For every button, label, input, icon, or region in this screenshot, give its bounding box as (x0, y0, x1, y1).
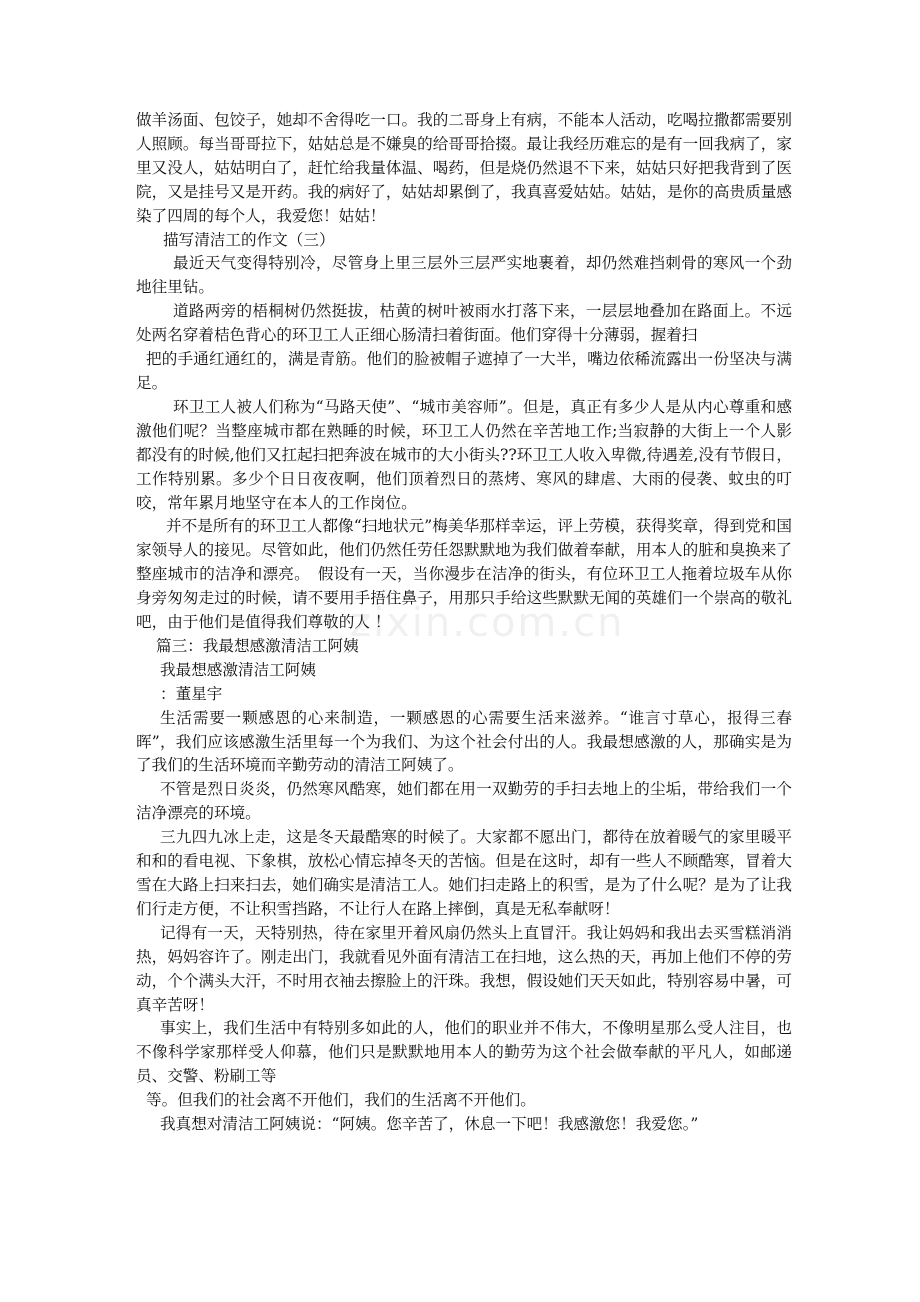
paragraph-intro: 做羊汤面、包饺子，她却不舍得吃一口。我的二哥身上有病，不能本人活动，吃喝拉撒都需要别人照顾。每当哥哥拉下，姑姑总是不嫌臭的给哥哥拾掇。最让我经历难忘的是有一回我病了，家里又没人，姑姑明白了，赶忙给我量体温、喝药，但是烧仍然退不下来，姑姑只好把我背到了医院，又是挂号又是开药。我的病好了，姑姑却累倒了，我真喜爱姑姑。姑姑，是你的高贵质量感染了四周的每个人，我爱您！姑姑！ (136, 111, 792, 225)
watermark: zixin.com.cn (350, 600, 625, 646)
article-title: 我最想感激清洁工阿姨 (160, 660, 316, 679)
paragraph: 环卫工人被人们称为“马路天使”、“城市美容师”。但是，真正有多少人是从内心尊重和感激他们呢？当整座城市都在熟睡的时候，环卫工人仍然在辛苦地工作;当寂静的大街上一个人影都没有的时候,他们又扛起扫把奔波在城市的大小街头??环卫工人收入卑微,待遇差,没有节假日，工作特别累。多少个日日夜夜啊，他们顶着烈日的蒸烤、寒风的肆虐、大雨的侵袭、蚊虫的叮咬，常年累月地坚守在本人的工作岗位。 (136, 397, 792, 512)
paragraph: 最近天气变得特别冷，尽管身上里三层外三层严实地裹着，却仍然难挡刺骨的寒风一个劲地往里钻。 (136, 254, 792, 297)
paragraph: 不管是烈日炎炎，仍然寒风酷寒，她们都在用一双勤劳的手扫去地上的尘垢，带给我们一个洁净漂亮的环境。 (136, 780, 792, 823)
paragraph: 等。但我们的社会离不开他们，我们的生活离不开他们。 (146, 1091, 536, 1110)
paragraph: 道路两旁的梧桐树仍然挺拔，枯黄的树叶被雨水打落下来，一层层地叠加在路面上。不远处两名穿着桔色背心的环卫工人正细心肠清扫着街面。他们穿得十分薄弱，握着扫 (136, 302, 792, 345)
section-heading-article-three: 篇三：我最想感激清洁工阿姨 (156, 636, 359, 655)
paragraph: 三九四九冰上走，这是冬天最酷寒的时候了。大家都不愿出门，都待在放着暖气的家里暖平和和的看电视、下象棋，放松心情忘掉冬天的苦恼。但是在这时，却有一些人不顾酷寒，冒着大雪在大路上扫来扫去，她们确实是清洁工人。她们扫走路上的积雪，是为了什么呢？是为了让我们行走方便，不让积雪挡路，不让行人在路上摔倒，真是无私奉献呀！ (136, 828, 792, 918)
paragraph: 并不是所有的环卫工人都像“扫地状元”梅美华那样幸运，评上劳模，获得奖章，得到党和国家领导人的接见。尽管如此，他们仍然任劳任怨默默地为我们做着奉献，用本人的脏和臭换来了整座城市的洁净和漂亮。 假设有一天，当你漫步在洁净的街头，有位环卫工人拖着垃圾车从你身旁匆匆走过的时候，请不要用手捂住鼻子，用那只手给这些默默无闻的英雄们一个崇高的敬礼吧，由于他们是值得我们尊敬的人 ！ (136, 517, 792, 632)
section-heading-three: 描写清洁工的作文（三） (163, 230, 335, 249)
paragraph: 我真想对清洁工阿姨说：“阿姨。您辛苦了，休息一下吧！我感激您！我爱您。” (160, 1115, 699, 1134)
paragraph: 事实上，我们生活中有特别多如此的人，他们的职业并不伟大，不像明星那么受人注目，也不像科学家那样受人仰慕，他们只是默默地用本人的勤劳为这个社会做奉献的平凡人，如邮递员、交警、粉刷工等 (136, 1019, 792, 1086)
document-body (136, 109, 792, 1137)
article-author: ：董星宇 (160, 684, 223, 703)
paragraph: 把的手通红通红的，满是青筋。他们的脸被帽子遮掉了一大半，嘴边依稀流露出一份坚决与满足。 (136, 350, 792, 392)
paragraph: 生活需要一颗感恩的心来制造，一颗感恩的心需要生活来滋养。“谁言寸草心，报得三春晖”，我们应该感激生活里每一个为我们、为这个社会付出的人。我最想感激的人，那确实是为了我们的生活环境而辛勤劳动的清洁工阿姨了。 (136, 708, 792, 775)
paragraph: 记得有一天，天特别热，待在家里开着风扇仍然头上直冒汗。我让妈妈和我出去买雪糕消消热，妈妈容许了。刚走出门，我就看见外面有清洁工在扫地，这么热的天，再加上他们不停的劳动，个个满头大汗，不时用衣袖去擦脸上的汗珠。我想，假设她们天天如此，特别容易中暑，可真辛苦呀！ (136, 923, 792, 1014)
